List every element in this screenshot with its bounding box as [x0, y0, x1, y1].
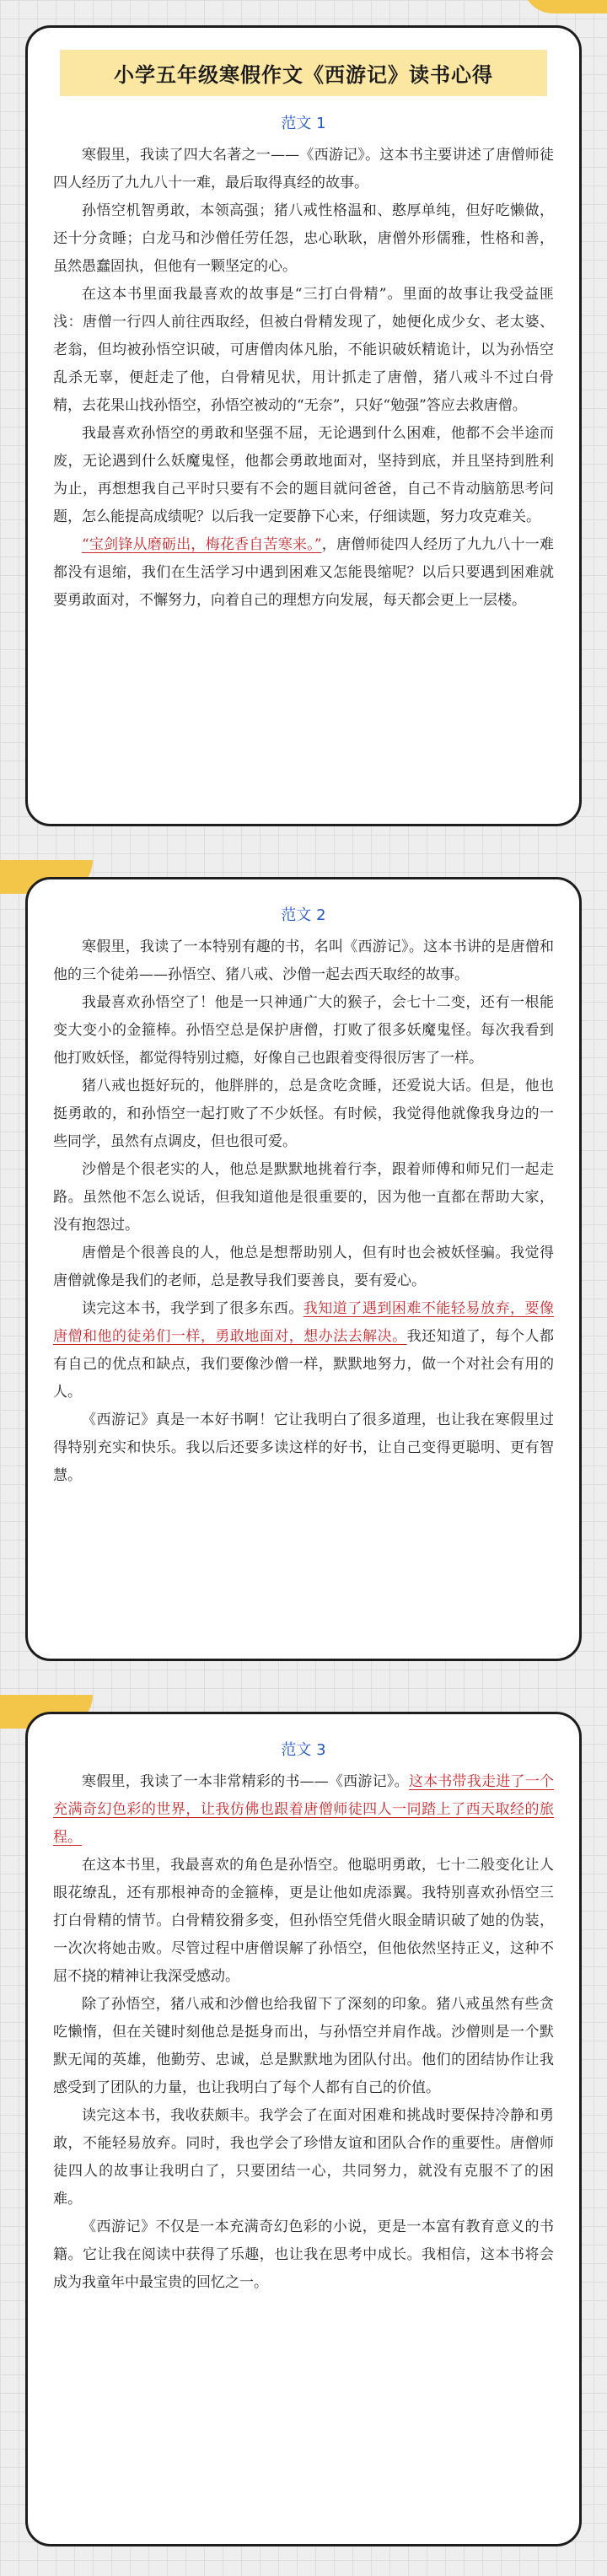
- essay-body-1: [53, 142, 554, 615]
- essay-paragraph: [53, 1852, 554, 1991]
- essay-card-3: [25, 1712, 582, 2546]
- paragraph-text: 猪八戒也挺好玩的，他胖胖的，总是贪吃贪睡，还爱说大话。但是，他也挺勇敢的，和孙悟空一起打败了不少妖怪。有时候，我觉得他就像我身边的一些同学，虽然有点调皮，但也很可爱。: [53, 1078, 554, 1150]
- essay-paragraph: [53, 1295, 554, 1406]
- essay-body-3: [53, 1768, 554, 2297]
- essay-paragraph: [53, 197, 554, 281]
- essay-card-1: [25, 25, 582, 826]
- essay-card-2: [25, 877, 582, 1661]
- paragraph-text: 寒假里，我读了一本特别有趣的书，名叫《西游记》。这本书讲的是唐僧和他的三个徒弟——孙悟空、猪八戒、沙僧一起去西天取经的故事。: [53, 938, 554, 983]
- essay-paragraph: [53, 1073, 554, 1156]
- page-title: 小学五年级寒假作文《西游记》读书心得: [60, 50, 547, 96]
- essay-paragraph: [53, 2213, 554, 2297]
- paragraph-text: 我最喜欢孙悟空的勇敢和坚强不屈，无论遇到什么困难，他都不会半途而废，无论遇到什么妖魔鬼怪，他都会勇敢地面对，坚持到底，并且坚持到胜利为止，再想想我自己平时只要有不会的题目就问爸爸，自己不肯动脑筋思考问题，怎么能提高成绩呢？以后我一定要静下心来，仔细读题，努力攻克难关。: [53, 425, 554, 525]
- essay-paragraph: [53, 989, 554, 1073]
- essay-paragraph: [53, 1768, 554, 1852]
- essay-paragraph: [53, 1406, 554, 1490]
- paragraph-text: 寒假里，我读了四大名著之一——《西游记》。这本书主要讲述了唐僧师徒四人经历了九九八十一难，最后取得真经的故事。: [53, 147, 554, 191]
- paragraph-text: 沙僧是个很老实的人，他总是默默地挑着行李，跟着师傅和师兄们一起走路。虽然他不怎么说话，但我知道他是很重要的，因为他一直都在帮助大家，没有抱怨过。: [53, 1161, 554, 1234]
- essay-paragraph: [53, 1240, 554, 1295]
- paragraph-text: 读完这本书，我学到了很多东西。: [82, 1300, 304, 1317]
- paragraph-text: 我还知道了，每个人都有自己的优点和缺点，我们要像沙僧一样，默默地努力，做一个对社会有用的人。: [53, 1328, 555, 1401]
- paragraph-text: 除了孙悟空，猪八戒和沙僧也给我留下了深刻的印象。猪八戒虽然有些贪吃懒惰，但在关键时刻他总是挺身而出，与孙悟空并肩作战。沙僧则是一个默默无闻的英雄，他勤劳、忠诚，总是默默地为团队付出。他们的团结协作让我感受到了团队的力量，也让我明白了每个人都有自己的价值。: [53, 1996, 554, 2096]
- essay-paragraph: [53, 1991, 554, 2102]
- essay-paragraph: [53, 142, 554, 197]
- paragraph-text: 读完这本书，我收获颇丰。我学会了在面对困难和挑战时要保持冷静和勇敢，不能轻易放弃。同时，我也学会了珍惜友谊和团队合作的重要性。唐僧师徒四人的故事让我明白了，只要团结一心，共同努力，就没有克服不了的困难。: [53, 2107, 554, 2208]
- paragraph-text: 唐僧是个很善良的人，他总是想帮助别人，但有时也会被妖怪骗。我觉得唐僧就像是我们的老师，总是教导我们要善良，要有爱心。: [53, 1245, 554, 1289]
- essay-paragraph: [53, 1156, 554, 1240]
- paragraph-text: 我最喜欢孙悟空了！他是一只神通广大的猴子，会七十二变，还有一根能变大变小的金箍棒。孙悟空总是保护唐僧，打败了很多妖魔鬼怪。每次我看到他打败妖怪，都觉得特别过瘾，好像自己也跟着变得很厉害了一样。: [53, 994, 554, 1067]
- corner-decoration-top: [523, 0, 607, 13]
- essay-heading-3: 范文 3: [281, 1741, 326, 1759]
- paragraph-text: 孙悟空机智勇敢，本领高强；猪八戒性格温和、憨厚单纯，但好吃懒做，还十分贪睡；白龙马和沙僧任劳任怨，忠心耿耿，唐僧外形儒雅，性格和善，虽然愚蠢固执，但他有一颗坚定的心。: [53, 202, 554, 275]
- paragraph-text: 在这本书里，我最喜欢的角色是孙悟空。他聪明勇敢，七十二般变化让人眼花缭乱，还有那根神奇的金箍棒，更是让他如虎添翼。我特别喜欢孙悟空三打白骨精的情节。白骨精狡猾多变，但孙悟空凭借火眼金睛识破了她的伪装，一次次将她击败。尽管过程中唐僧误解了孙悟空，但他依然坚持正义，这种不屈不挠的精神让我深受感动。: [53, 1857, 554, 1985]
- highlighted-sentence: 这本书带我走进了一个充满奇幻色彩的世界，让我仿佛也跟着唐僧师徒四人一同踏上了西天取经的旅程。: [53, 1773, 555, 1846]
- essay-paragraph: [53, 420, 554, 531]
- highlighted-sentence: “宝剑锋从磨砺出，梅花香自苦寒来。”: [82, 536, 322, 553]
- essay-paragraph: [53, 2102, 554, 2213]
- paragraph-text: ，唐僧师徒四人经历了九九八十一难都没有退缩，我们在生活学习中遇到困难又怎能畏缩呢？以后只要遇到困难就要勇敢面对，不懈努力，向着自己的理想方向发展，每天都会更上一层楼。: [53, 536, 554, 609]
- paragraph-text: 寒假里，我读了一本非常精彩的书——《西游记》。: [82, 1773, 409, 1790]
- essay-heading-1: 范文 1: [281, 115, 326, 132]
- highlighted-sentence: 我知道了遇到困难不能轻易放弃，要像唐僧和他的徒弟们一样，勇敢地面对，想办法去解决。: [53, 1300, 555, 1345]
- essay-paragraph: [53, 281, 554, 420]
- essay-heading-2: 范文 2: [281, 906, 326, 924]
- paragraph-text: 《西游记》真是一本好书啊！它让我明白了很多道理，也让我在寒假里过得特别充实和快乐。我以后还要多读这样的好书，让自己变得更聪明、更有智慧。: [53, 1412, 554, 1484]
- paragraph-text: 《西游记》不仅是一本充满奇幻色彩的小说，更是一本富有教育意义的书籍。它让我在阅读中获得了乐趣，也让我在思考中成长。我相信，这本书将会成为我童年中最宝贵的回忆之一。: [53, 2218, 554, 2291]
- paragraph-text: 在这本书里面我最喜欢的故事是“三打白骨精”。里面的故事让我受益匪浅：唐僧一行四人前往西取经，但被白骨精发现了，她便化成少女、老太婆、老翁，但均被孙悟空识破，可唐僧肉体凡胎，不能识破妖精诡计，以为孙悟空乱杀无辜，便赶走了他，白骨精见状，用计抓走了唐僧，猪八戒斗不过白骨精，去花果山找孙悟空，孙悟空被动的“无奈”，只好“勉强”答应去救唐僧。: [53, 286, 554, 414]
- essay-paragraph: [53, 933, 554, 989]
- essay-body-2: [53, 933, 554, 1490]
- essay-paragraph: [53, 531, 554, 615]
